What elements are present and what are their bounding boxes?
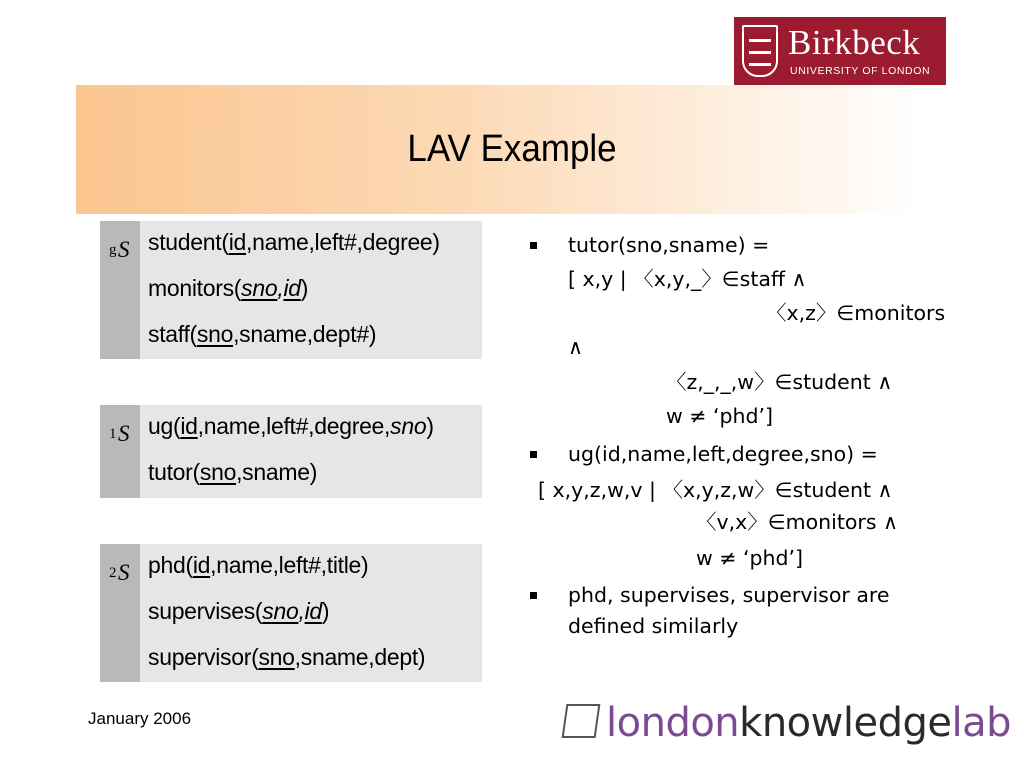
relation-part: )	[321, 598, 330, 624]
bullet-continuation: [ x,y,z,w,v | 〈x,y,z,w〉∈student ∧	[538, 478, 893, 502]
relation-part: student(	[148, 229, 229, 255]
relation-part: id	[192, 552, 211, 578]
schema-label-text: S $_g$	[109, 237, 130, 262]
relation-part: supervises(	[148, 598, 263, 624]
schema-relation	[148, 275, 308, 302]
relation-part: supervisor(	[148, 644, 259, 670]
schema-relation	[148, 321, 376, 348]
relation-part: id	[283, 275, 301, 301]
bullet-continuation: 〈z,_,_,w〉∈student ∧	[666, 370, 893, 394]
relation-part: ,sname,dept#)	[233, 321, 377, 347]
relation-part: sno	[196, 321, 234, 347]
relation-part: id	[228, 229, 247, 255]
bullet-continuation: defined similarly	[568, 614, 739, 638]
relation-part: sno	[258, 644, 295, 670]
relation-part: ug(	[148, 413, 181, 439]
relation-part: sno	[241, 275, 278, 301]
bullet-square-icon	[530, 592, 537, 599]
bullet-continuation: ∧	[568, 335, 584, 359]
bullet-continuation: 〈v,x〉∈monitors ∧	[696, 510, 899, 534]
bullet-continuation: w ≠ ‘phd’]	[666, 404, 774, 428]
lkl-mark-icon	[562, 704, 601, 738]
bullet-square-icon	[530, 451, 537, 458]
relation-part: ,	[277, 275, 284, 301]
bullet-item: phd, supervises, supervisor are	[568, 583, 890, 607]
relation-part: staff(	[148, 321, 197, 347]
logo-subtitle: UNIVERSITY OF LONDON	[790, 65, 931, 77]
relation-part: tutor(	[148, 459, 200, 485]
relation-part: )	[426, 413, 434, 439]
schema-source-1	[100, 405, 482, 498]
schema-relation	[148, 644, 425, 671]
bullet-continuation: 〈x,z〉∈monitors	[766, 301, 946, 325]
schema-relation	[148, 598, 329, 625]
slide-title: LAV Example	[407, 128, 617, 170]
birkbeck-logo	[734, 17, 946, 85]
bullet-item: tutor(sno,sname) =	[568, 233, 770, 257]
relation-part: ,sname)	[236, 459, 318, 485]
relation-part: ,name,left#,degree)	[246, 229, 440, 255]
bullet-continuation: w ≠ ‘phd’]	[696, 546, 804, 570]
schema-label-text: S $_2$	[109, 560, 130, 585]
relation-part: ,sname,dept)	[294, 644, 426, 670]
relation-part: sno	[390, 413, 427, 439]
relation-part: phd(	[148, 552, 193, 578]
relation-part: sno	[262, 598, 299, 624]
relation-part: ,name,left#,degree,	[197, 413, 391, 439]
schema-relation	[148, 413, 434, 440]
schema-label	[100, 544, 140, 682]
relation-part: )	[300, 275, 309, 301]
lkl-knowledge: knowledge	[739, 700, 952, 746]
schema-label	[100, 221, 140, 359]
relation-part: ,name,left#,title)	[210, 552, 369, 578]
relation-part: ,	[298, 598, 305, 624]
bullet-continuation: [ x,y | 〈x,y,_〉∈staff ∧	[568, 267, 807, 291]
schema-relation	[148, 229, 440, 256]
schema-relation	[148, 459, 317, 486]
relation-part: monitors(	[148, 275, 242, 301]
footer-date: January 2006	[88, 709, 192, 728]
crest-icon	[742, 25, 778, 77]
schema-global	[100, 221, 482, 359]
relation-part: id	[304, 598, 322, 624]
relation-part: id	[180, 413, 198, 439]
londonknowledgelab-logo	[564, 700, 1011, 746]
schema-label	[100, 405, 140, 498]
logo-name: Birkbeck	[788, 23, 921, 62]
bullet-item: ug(id,name,left,degree,sno) =	[568, 442, 878, 466]
schema-source-2	[100, 544, 482, 682]
schema-relation	[148, 552, 368, 579]
bullet-square-icon	[530, 242, 537, 249]
relation-part: sno	[199, 459, 237, 485]
schema-label-text: S $_1$	[109, 421, 130, 446]
lkl-london: london	[606, 700, 740, 746]
lkl-lab: lab	[951, 700, 1011, 746]
